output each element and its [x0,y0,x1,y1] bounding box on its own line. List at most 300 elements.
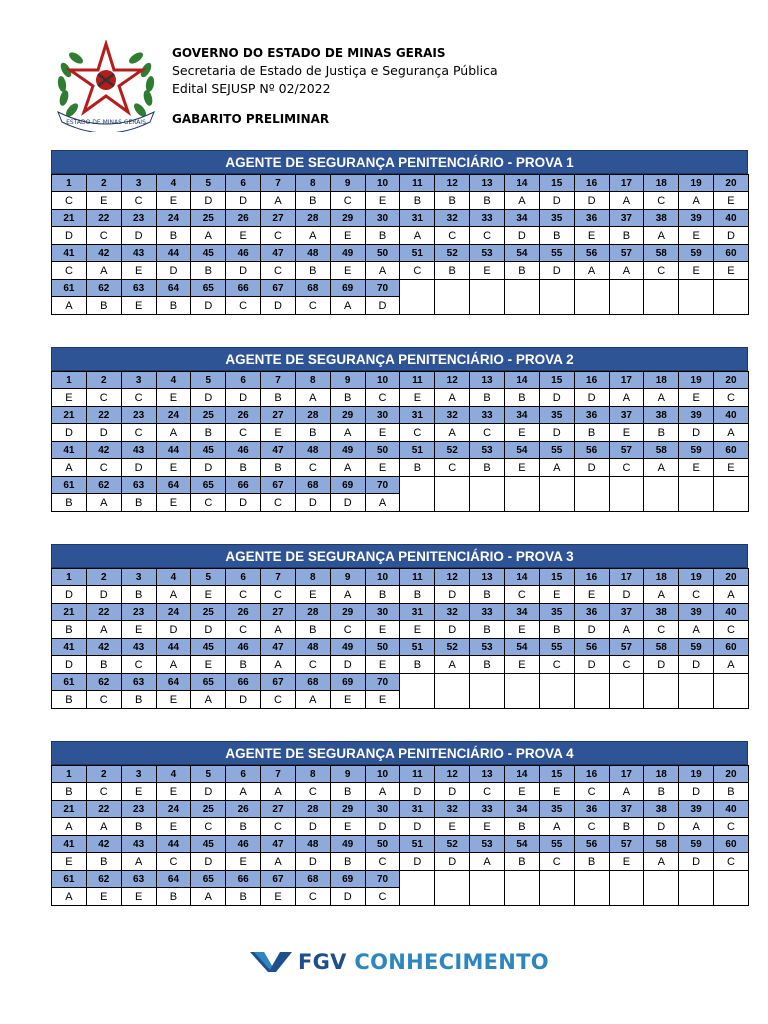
answer-letter: E [121,888,156,906]
question-number: 45 [191,639,226,656]
question-number: 2 [86,569,121,586]
question-number: 32 [435,604,470,621]
question-number: 40 [714,604,749,621]
answer-letter: D [609,586,644,604]
answer-letter: A [435,424,470,442]
answer-letter: D [261,297,296,315]
answer-letter: C [52,262,87,280]
empty-cell [644,871,679,906]
question-number: 15 [539,569,574,586]
question-number: 25 [191,801,226,818]
answer-letter: C [644,262,679,280]
empty-cell [679,674,714,709]
empty-cell [435,674,470,709]
answer-letter: E [156,818,191,836]
answer-letter: D [574,389,609,407]
empty-cell [400,674,435,709]
question-number-row [52,569,749,586]
answer-grid [51,174,749,315]
empty-cell [400,871,435,906]
empty-cell [470,871,505,906]
answer-letter: D [644,818,679,836]
block-title: AGENTE DE SEGURANÇA PENITENCIÁRIO - PROVA 1 [51,150,748,174]
question-number: 16 [574,766,609,783]
question-number: 3 [121,569,156,586]
answer-letter: C [714,818,749,836]
answer-letter: B [504,818,539,836]
question-number: 51 [400,245,435,262]
question-number: 39 [679,210,714,227]
question-number: 20 [714,175,749,192]
empty-cell [574,674,609,709]
answer-row [52,227,749,245]
empty-cell [714,674,749,709]
empty-cell [470,674,505,709]
question-number: 4 [156,372,191,389]
question-number: 10 [365,175,400,192]
answer-letter: C [86,459,121,477]
question-number-row [52,280,749,297]
question-number: 32 [435,210,470,227]
fgv-chevron-icon [250,950,292,974]
answer-letter: D [226,262,261,280]
question-number: 16 [574,175,609,192]
empty-cell [644,280,679,315]
question-number: 58 [644,245,679,262]
answer-letter: E [156,389,191,407]
question-number-row [52,604,749,621]
answer-letter: E [504,621,539,639]
question-number: 46 [226,836,261,853]
question-number: 54 [504,639,539,656]
answer-letter: B [295,262,330,280]
question-number: 64 [156,477,191,494]
answer-letter: C [470,783,505,801]
question-number: 64 [156,280,191,297]
question-number: 45 [191,245,226,262]
answer-letter: D [52,424,87,442]
answer-row [52,586,749,604]
question-number: 18 [644,372,679,389]
answer-letter: C [191,494,226,512]
question-number: 56 [574,442,609,459]
empty-cell [539,280,574,315]
answer-letter: C [295,297,330,315]
answer-letter: A [609,262,644,280]
question-number: 35 [539,407,574,424]
answer-letter: B [121,691,156,709]
answer-letter: E [365,621,400,639]
question-number: 34 [504,801,539,818]
question-number: 25 [191,210,226,227]
question-number: 27 [261,210,296,227]
empty-cell [400,477,435,512]
answer-letter: B [330,389,365,407]
answer-letter: C [539,853,574,871]
answer-letter: E [261,888,296,906]
answer-letter: B [226,888,261,906]
empty-cell [470,280,505,315]
question-number: 8 [295,175,330,192]
answer-letter: D [121,227,156,245]
answer-letter: A [191,227,226,245]
empty-cell [574,871,609,906]
answer-letter: C [261,691,296,709]
brand-prefix: FGV [298,950,347,974]
question-number: 54 [504,245,539,262]
question-number: 1 [52,372,87,389]
answer-letter: A [330,424,365,442]
answer-key-block-prova-3 [51,544,748,709]
answer-letter: B [365,586,400,604]
question-number: 44 [156,442,191,459]
answer-letter: B [400,586,435,604]
answer-letter: C [435,459,470,477]
answer-letter: B [330,853,365,871]
question-number: 19 [679,766,714,783]
answer-letter: A [156,424,191,442]
answer-letter: E [86,888,121,906]
question-number: 60 [714,442,749,459]
answer-letter: B [470,389,505,407]
question-number: 70 [365,280,400,297]
empty-cell [644,477,679,512]
question-number: 2 [86,372,121,389]
question-number: 38 [644,604,679,621]
empty-cell [539,674,574,709]
question-number: 33 [470,801,505,818]
question-number: 1 [52,175,87,192]
answer-letter: E [574,586,609,604]
question-number: 47 [261,639,296,656]
answer-letter: D [226,494,261,512]
question-number: 24 [156,801,191,818]
question-number: 55 [539,442,574,459]
question-number: 28 [295,407,330,424]
answer-letter: C [435,227,470,245]
answer-letter: D [191,389,226,407]
answer-letter: D [400,818,435,836]
answer-letter: C [679,586,714,604]
empty-cell [609,871,644,906]
question-number: 65 [191,280,226,297]
answer-letter: E [156,691,191,709]
question-number: 28 [295,604,330,621]
question-number: 53 [470,442,505,459]
answer-letter: D [435,621,470,639]
answer-letter: C [609,459,644,477]
question-number: 22 [86,604,121,621]
empty-cell [609,280,644,315]
answer-letter: C [261,818,296,836]
answer-letter: A [191,691,226,709]
answer-letter: D [330,494,365,512]
answer-letter: E [226,853,261,871]
answer-letter: C [295,783,330,801]
question-number: 40 [714,801,749,818]
question-number: 13 [470,569,505,586]
question-number: 17 [609,766,644,783]
question-number: 29 [330,407,365,424]
answer-letter: C [121,192,156,210]
question-number: 48 [295,245,330,262]
seal-ribbon-text: ESTADO DE MINAS GERAIS [66,119,146,126]
question-number: 13 [470,372,505,389]
answer-letter: B [470,459,505,477]
question-number: 44 [156,639,191,656]
question-number: 50 [365,836,400,853]
question-number: 49 [330,442,365,459]
answer-letter: E [679,389,714,407]
question-number: 46 [226,639,261,656]
question-number: 59 [679,245,714,262]
answer-letter: C [86,227,121,245]
question-number: 13 [470,175,505,192]
answer-letter: E [365,424,400,442]
question-number: 6 [226,175,261,192]
answer-letter: A [539,459,574,477]
question-number: 61 [52,871,87,888]
question-number: 39 [679,407,714,424]
question-number: 39 [679,604,714,621]
question-number: 43 [121,442,156,459]
answer-letter: A [86,621,121,639]
answer-row [52,783,749,801]
question-number: 46 [226,442,261,459]
answer-letter: A [86,494,121,512]
question-number: 42 [86,836,121,853]
question-number: 38 [644,801,679,818]
question-number: 33 [470,407,505,424]
question-number: 1 [52,766,87,783]
question-number: 23 [121,407,156,424]
question-number: 7 [261,175,296,192]
answer-letter: E [470,818,505,836]
answer-letter: A [539,818,574,836]
answer-letter: D [644,656,679,674]
minas-gerais-seal-icon [52,40,160,132]
answer-row [52,459,749,477]
question-number: 55 [539,836,574,853]
question-number: 17 [609,569,644,586]
question-number: 51 [400,442,435,459]
question-number: 4 [156,569,191,586]
question-number: 4 [156,766,191,783]
answer-letter: E [330,691,365,709]
answer-letter: D [435,853,470,871]
question-number: 25 [191,604,226,621]
answer-letter: C [714,621,749,639]
question-number: 29 [330,801,365,818]
question-number: 9 [330,569,365,586]
question-number: 61 [52,280,87,297]
answer-letter: D [539,424,574,442]
question-number: 14 [504,766,539,783]
answer-letter: D [400,783,435,801]
question-number: 40 [714,407,749,424]
answer-letter: E [191,656,226,674]
question-number-row [52,836,749,853]
question-number: 41 [52,639,87,656]
question-number: 43 [121,245,156,262]
question-number: 3 [121,175,156,192]
answer-letter: A [156,586,191,604]
question-number: 15 [539,372,574,389]
question-number: 50 [365,639,400,656]
question-number: 48 [295,836,330,853]
answer-letter: B [539,227,574,245]
answer-letter: C [644,192,679,210]
header-text-block [172,44,498,128]
question-number: 57 [609,639,644,656]
answer-letter: D [504,227,539,245]
question-number: 12 [435,766,470,783]
answer-letter: A [714,424,749,442]
question-number: 36 [574,210,609,227]
answer-letter: C [400,424,435,442]
question-number: 58 [644,442,679,459]
question-number: 37 [609,210,644,227]
question-number: 70 [365,477,400,494]
question-number-row [52,639,749,656]
answer-letter: E [295,586,330,604]
question-number: 34 [504,210,539,227]
answer-letter: E [539,586,574,604]
question-number: 58 [644,836,679,853]
question-number: 28 [295,210,330,227]
question-number: 20 [714,569,749,586]
answer-letter: D [574,621,609,639]
answer-letter: D [191,297,226,315]
answer-letter: B [191,262,226,280]
answer-letter: A [714,586,749,604]
answer-letter: A [679,192,714,210]
answer-letter: D [679,853,714,871]
answer-letter: A [156,656,191,674]
question-number: 12 [435,372,470,389]
question-number: 32 [435,801,470,818]
question-number: 13 [470,766,505,783]
answer-letter: E [609,424,644,442]
answer-letter: A [52,459,87,477]
answer-row [52,818,749,836]
answer-letter: E [609,853,644,871]
question-number: 51 [400,836,435,853]
answer-letter: A [365,262,400,280]
answer-letter: C [86,691,121,709]
answer-letter: E [679,262,714,280]
question-number: 44 [156,245,191,262]
answer-letter: D [435,586,470,604]
answer-letter: B [295,192,330,210]
question-number-row [52,801,749,818]
fgv-brand-name [298,950,549,974]
empty-cell [679,477,714,512]
answer-row [52,424,749,442]
question-number: 11 [400,766,435,783]
question-number: 11 [400,569,435,586]
answer-letter: A [644,853,679,871]
answer-letter: A [295,691,330,709]
answer-letter: E [121,783,156,801]
question-number: 27 [261,604,296,621]
answer-letter: B [574,853,609,871]
answer-letter: B [295,621,330,639]
answer-letter: D [191,853,226,871]
answer-letter: D [330,888,365,906]
question-number: 67 [261,871,296,888]
answer-letter: D [539,262,574,280]
question-number: 67 [261,280,296,297]
edital-number: Edital SEJUSP Nº 02/2022 [172,81,331,96]
answer-letter: E [121,262,156,280]
answer-letter: B [52,691,87,709]
question-number: 70 [365,871,400,888]
question-number: 52 [435,836,470,853]
question-number: 5 [191,766,226,783]
question-number: 16 [574,569,609,586]
answer-letter: C [365,389,400,407]
answer-letter: B [52,783,87,801]
answer-letter: E [539,783,574,801]
question-number: 67 [261,674,296,691]
question-number: 47 [261,442,296,459]
question-number: 27 [261,801,296,818]
answer-letter: C [365,888,400,906]
question-number: 60 [714,245,749,262]
answer-grid [51,371,749,512]
answer-letter: D [52,656,87,674]
question-number: 37 [609,407,644,424]
question-number: 21 [52,604,87,621]
question-number: 42 [86,245,121,262]
question-number: 31 [400,407,435,424]
answer-letter: A [365,494,400,512]
answer-letter: C [644,621,679,639]
question-number: 11 [400,175,435,192]
question-number: 35 [539,210,574,227]
answer-letter: E [504,783,539,801]
answer-letter: B [504,389,539,407]
answer-letter: E [261,424,296,442]
question-number: 62 [86,280,121,297]
empty-cell [539,477,574,512]
answer-letter: D [435,783,470,801]
empty-cell [714,280,749,315]
question-number: 49 [330,836,365,853]
answer-letter: E [226,227,261,245]
question-number: 64 [156,674,191,691]
answer-letter: E [330,818,365,836]
question-number: 46 [226,245,261,262]
answer-letter: B [226,656,261,674]
answer-letter: C [261,227,296,245]
block-title: AGENTE DE SEGURANÇA PENITENCIÁRIO - PROVA 2 [51,347,748,371]
answer-letter: A [435,389,470,407]
answer-letter: C [86,783,121,801]
question-number: 50 [365,442,400,459]
question-number: 32 [435,407,470,424]
answer-letter: A [261,853,296,871]
question-number: 63 [121,280,156,297]
question-number: 63 [121,674,156,691]
answer-letter: D [539,192,574,210]
question-number: 38 [644,407,679,424]
question-number: 30 [365,604,400,621]
answer-letter: C [226,621,261,639]
answer-letter: E [504,656,539,674]
question-number: 26 [226,604,261,621]
